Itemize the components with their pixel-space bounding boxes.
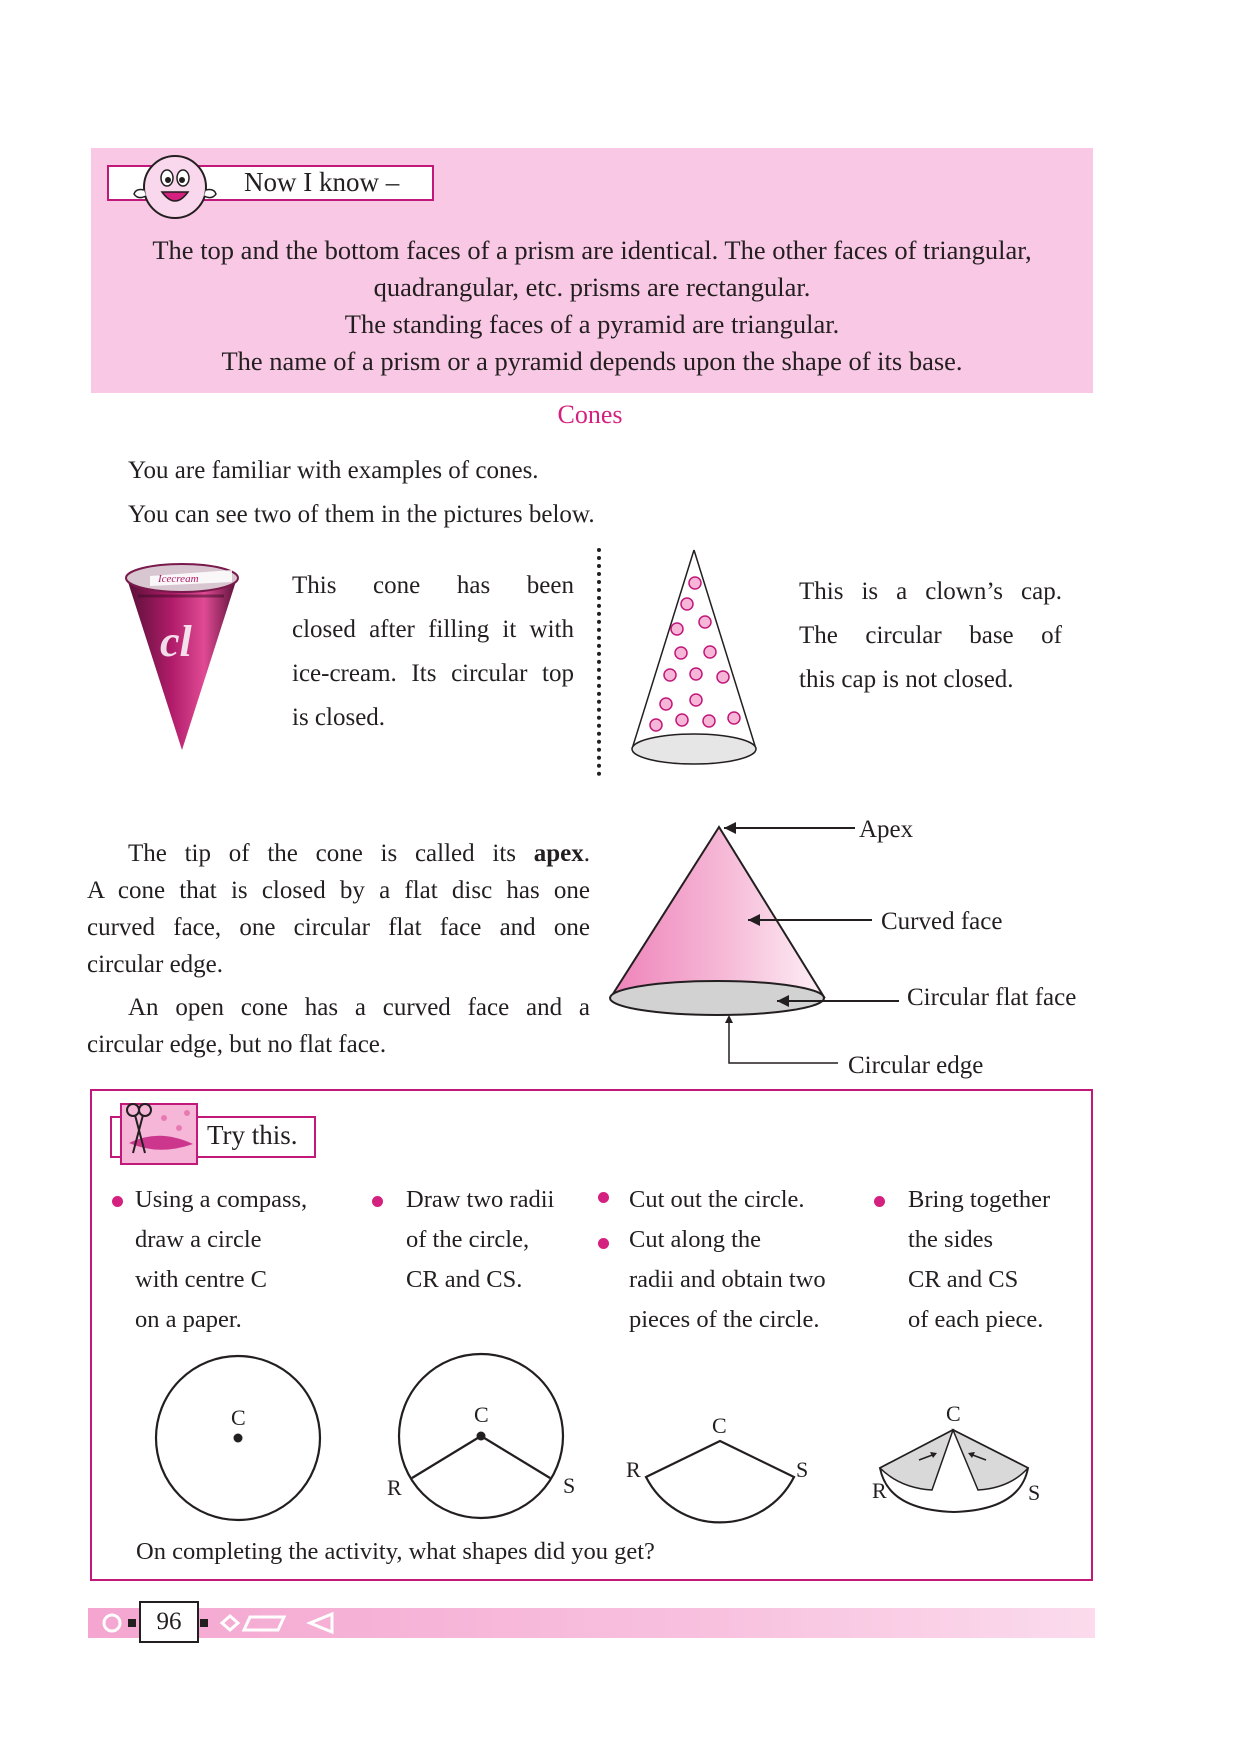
bullet-3 bbox=[598, 1192, 609, 1203]
step-1-line-1: Using a compass, bbox=[135, 1186, 308, 1213]
label-apex: Apex bbox=[859, 816, 914, 843]
icecream-text-line-4: is closed. bbox=[292, 704, 386, 731]
know-line-1: The top and the bottom faces of a prism are identical. The other faces of triangular, bbox=[152, 235, 1032, 265]
know-line-2: quadrangular, etc. prisms are rectangular. bbox=[373, 272, 811, 302]
intro-line-1: You are familiar with examples of cones. bbox=[128, 457, 539, 484]
scissors-tape-icon bbox=[119, 1098, 199, 1168]
sector-label-s: S bbox=[796, 1457, 809, 1482]
step-3-line-1: Cut out the circle. bbox=[629, 1186, 805, 1213]
step-1-line-3: with centre C bbox=[135, 1266, 267, 1293]
circle-steps-diagram bbox=[120, 1350, 1080, 1530]
svg-text:cl: cl bbox=[160, 617, 192, 666]
step-5-line-2: the sides bbox=[908, 1226, 994, 1253]
footer-shapes-icon bbox=[100, 1608, 340, 1638]
cone-piece-label-s: S bbox=[1028, 1480, 1041, 1505]
try-this-title: Try this. bbox=[207, 1120, 298, 1150]
know-line-4: The name of a prism or a pyramid depends upon the shape of its base. bbox=[221, 346, 963, 376]
section-heading-cones: Cones bbox=[557, 400, 623, 429]
apex-para-line-4: circular edge. bbox=[87, 951, 224, 978]
label-circular-edge: Circular edge bbox=[848, 1052, 984, 1079]
cap-text-line-1: This is a clown’s cap. bbox=[799, 578, 1062, 605]
now-i-know-title: Now I know – bbox=[244, 167, 400, 197]
icecream-text-line-2: closed after filling it with bbox=[292, 616, 574, 643]
icecream-cone-image bbox=[120, 556, 245, 756]
label-curved-face: Curved face bbox=[881, 908, 1003, 935]
step-1-line-4: on a paper. bbox=[135, 1306, 242, 1333]
know-line-3: The standing faces of a pyramid are triangular. bbox=[344, 309, 840, 339]
bullet-2 bbox=[372, 1196, 383, 1207]
cap-text-line-2: The circular base of bbox=[799, 622, 1062, 649]
apex-keyword: apex bbox=[533, 840, 584, 867]
icecream-text-line-1: This cone has been bbox=[292, 572, 574, 599]
step-2-line-3: CR and CS. bbox=[406, 1266, 523, 1293]
sector-label-r: R bbox=[626, 1457, 641, 1482]
step-4-line-3: pieces of the circle. bbox=[629, 1306, 820, 1333]
step-4-line-1: Cut along the bbox=[629, 1226, 762, 1253]
open-para-line-2: circular edge, but no flat face. bbox=[87, 1031, 387, 1058]
open-para-line-1: An open cone has a curved face and a bbox=[128, 994, 590, 1021]
circle2-label-c: C bbox=[474, 1402, 489, 1427]
apex-para-end: . bbox=[583, 840, 590, 867]
icecream-wrapper-text: Icecream bbox=[158, 573, 199, 585]
label-circular-flat-face: Circular flat face bbox=[907, 984, 1077, 1011]
bullet-5 bbox=[874, 1196, 885, 1207]
cone-piece-label-c: C bbox=[946, 1401, 961, 1426]
apex-para-line-1 bbox=[128, 834, 590, 874]
page-number: 96 bbox=[139, 1601, 199, 1643]
dotted-divider bbox=[597, 548, 605, 776]
step-2-line-1: Draw two radii bbox=[406, 1186, 555, 1213]
step-1-line-2: draw a circle bbox=[135, 1226, 262, 1253]
icecream-text-line-3: ice-cream. Its circular top bbox=[292, 660, 574, 687]
step-5-line-3: CR and CS bbox=[908, 1266, 1019, 1293]
cone-parts-diagram bbox=[600, 815, 1100, 1085]
cap-text-line-3: this cap is not closed. bbox=[799, 666, 1014, 693]
clown-cap-image bbox=[626, 546, 766, 768]
apex-para-line-2: A cone that is closed by a flat disc has one bbox=[87, 877, 590, 904]
circle2-label-r: R bbox=[387, 1475, 402, 1500]
step-4-line-2: radii and obtain two bbox=[629, 1266, 826, 1293]
step-5-line-4: of each piece. bbox=[908, 1306, 1044, 1333]
bullet-1 bbox=[112, 1196, 123, 1207]
cone-piece-label-r: R bbox=[872, 1478, 887, 1503]
intro-line-2: You can see two of them in the pictures below. bbox=[128, 501, 595, 528]
circle1-label-c: C bbox=[231, 1405, 246, 1430]
bullet-4 bbox=[598, 1238, 609, 1249]
circle2-label-s: S bbox=[563, 1473, 576, 1498]
smiley-icon bbox=[132, 152, 237, 222]
apex-para-line-3: curved face, one circular flat face and one bbox=[87, 914, 590, 941]
activity-question: On completing the activity, what shapes did you get? bbox=[136, 1538, 655, 1565]
apex-para-start: The tip of the cone is called its bbox=[128, 840, 534, 867]
step-5-line-1: Bring together bbox=[908, 1186, 1051, 1213]
step-2-line-2: of the circle, bbox=[406, 1226, 530, 1253]
sector-label-c: C bbox=[712, 1413, 727, 1438]
